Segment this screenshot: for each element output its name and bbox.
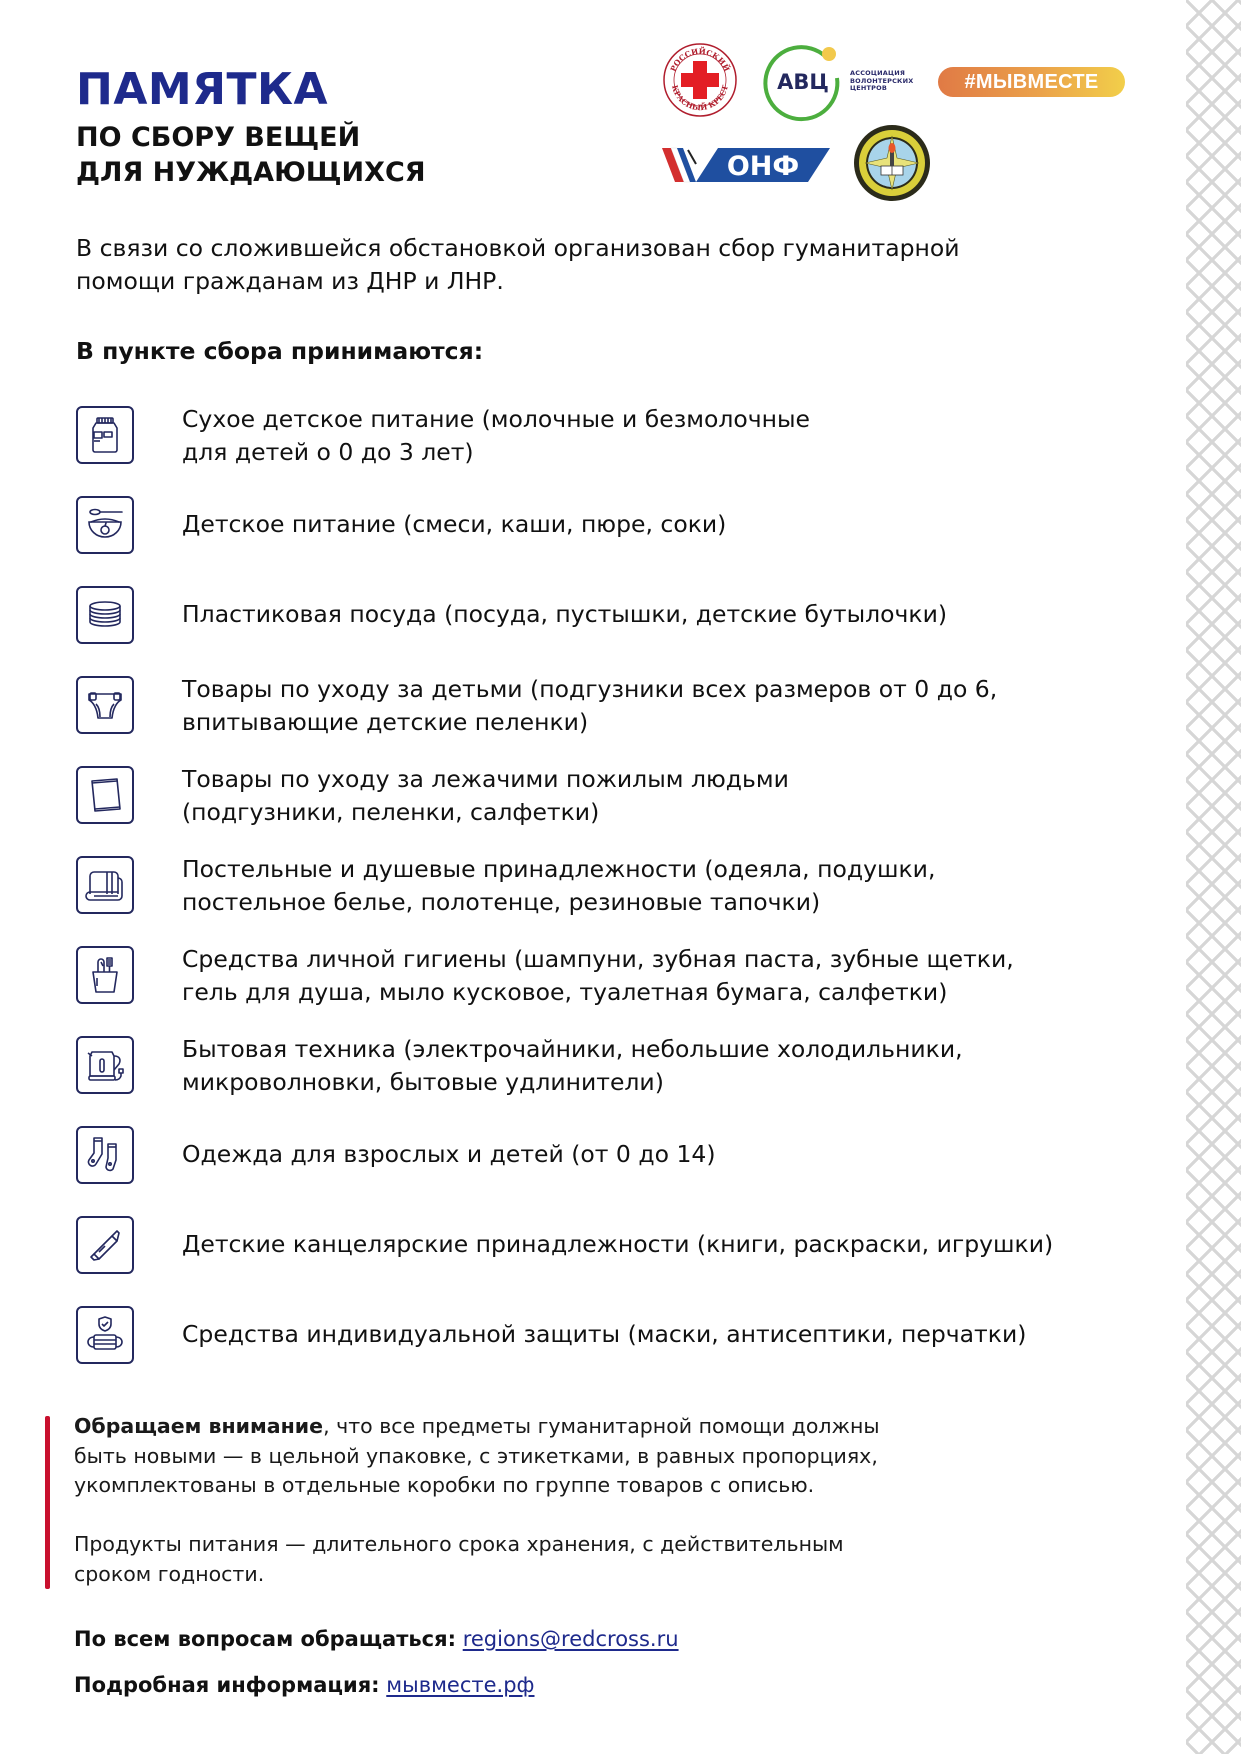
website-link[interactable]: мывместе.рф — [386, 1673, 535, 1697]
bowl-spoon-icon — [76, 496, 134, 554]
item-text — [182, 943, 1014, 1009]
notice-line: укомплектованы в отдельные коробки по группе товаров с описью. — [74, 1473, 815, 1497]
list-item — [76, 496, 1176, 556]
contact-questions-label: По всем вопросам обращаться: — [74, 1627, 457, 1651]
item-text — [182, 1228, 1053, 1261]
item-line: Детское питание (смеси, каши, пюре, соки) — [182, 510, 727, 538]
item-text — [182, 1138, 716, 1171]
contact-info-label: Подробная информация: — [74, 1673, 380, 1697]
marker-icon — [76, 1216, 134, 1274]
item-text — [182, 508, 726, 541]
item-line: для детей о 0 до 3 лет) — [182, 438, 474, 466]
item-line: Товары по уходу за лежачими пожилым людьми — [182, 765, 789, 793]
notice-line: сроком годности. — [74, 1561, 265, 1586]
notice-line: быть новыми — в цельной упаковке, с этикетками, в равных пропорциях, — [74, 1443, 878, 1468]
intro-paragraph — [76, 232, 1076, 298]
list-item — [76, 946, 1176, 1006]
red-cross-ring-top: РОССИЙСКИЙ — [668, 46, 732, 73]
list-item — [76, 856, 1176, 916]
red-cross-ring-bottom: КРАСНЫЙ КРЕСТ — [670, 84, 730, 113]
list-item — [76, 1216, 1176, 1276]
list-item — [76, 586, 1176, 646]
intro-line: В связи со сложившейся обстановкой организован сбор гуманитарной — [76, 234, 960, 262]
item-text — [182, 763, 789, 829]
subtitle-line: ДЛЯ НУЖДАЮЩИХСЯ — [76, 157, 426, 188]
page-title: ПАМЯТКА — [76, 64, 329, 115]
toothbrush-cup-icon — [76, 946, 134, 1004]
list-item — [76, 1126, 1176, 1186]
avc-caption — [850, 70, 913, 93]
item-text — [182, 403, 810, 469]
item-line: микроволновки, бытовые удлинители) — [182, 1068, 664, 1096]
item-line: Средства индивидуальной защиты (маски, антисептики, перчатки) — [182, 1320, 1027, 1348]
item-text — [182, 673, 997, 739]
jar-icon — [76, 406, 134, 464]
diaper-icon — [76, 676, 134, 734]
avc-abbr: АВЦ — [777, 70, 829, 94]
notice-line: , что все предметы гуманитарной помощи должны — [323, 1414, 880, 1438]
notice-block — [74, 1412, 1074, 1589]
list-item — [76, 766, 1176, 826]
list-item — [76, 1036, 1176, 1096]
mask-shield-icon — [76, 1306, 134, 1364]
item-line: Детские канцелярские принадлежности (книги, раскраски, игрушки) — [182, 1230, 1054, 1258]
item-line: Товары по уходу за детьми (подгузники всех размеров от 0 до 6, — [182, 675, 998, 703]
item-line: Пластиковая посуда (посуда, пустышки, детские бутылочки) — [182, 600, 948, 628]
item-line: постельное белье, полотенце, резиновые тапочки) — [182, 888, 821, 916]
avc-logo — [763, 42, 843, 122]
towel-icon — [76, 856, 134, 914]
item-line: (подгузники, пеленки, салфетки) — [182, 798, 600, 826]
list-item — [76, 1306, 1176, 1366]
item-text — [182, 1033, 963, 1099]
list-item — [76, 676, 1176, 736]
list-item — [76, 406, 1176, 466]
contact-questions — [74, 1625, 679, 1653]
decorative-pattern — [1186, 0, 1241, 1754]
item-text — [182, 598, 947, 631]
item-line: впитывающие детские пеленки) — [182, 708, 589, 736]
item-line: Постельные и душевые принадлежности (одеяла, подушки, — [182, 855, 936, 883]
plates-stack-icon — [76, 586, 134, 644]
subtitle-line: ПО СБОРУ ВЕЩЕЙ — [76, 122, 361, 153]
notice-paragraph-1 — [74, 1412, 1074, 1501]
intro-line: помощи гражданам из ДНР и ЛНР. — [76, 267, 504, 295]
notice-line: Продукты питания — длительного срока хранения, с действительным — [74, 1532, 844, 1556]
item-text — [182, 1318, 1026, 1351]
email-link[interactable]: regions@redcross.ru — [462, 1627, 679, 1651]
contact-info — [74, 1671, 535, 1699]
item-line: Бытовая техника (электрочайники, небольшие холодильники, — [182, 1035, 963, 1063]
avc-caption-line: АССОЦИАЦИЯ — [850, 69, 906, 77]
item-line: гель для душа, мыло кусковое, туалетная бумага, салфетки) — [182, 978, 948, 1006]
page-subtitle — [76, 120, 426, 190]
item-line: Одежда для взрослых и детей (от 0 до 14) — [182, 1140, 716, 1168]
pad-icon — [76, 766, 134, 824]
notice-paragraph-2 — [74, 1530, 1074, 1589]
list-header: В пункте сбора принимаются: — [76, 337, 484, 365]
notice-accent-bar — [45, 1416, 50, 1589]
notice-bold-lead: Обращаем внимание — [74, 1414, 324, 1438]
red-cross-logo — [662, 42, 738, 118]
avc-caption-line: ЦЕНТРОВ — [850, 84, 887, 92]
hashtag-badge: #МЫВМЕСТЕ — [938, 67, 1125, 97]
onf-logo — [662, 144, 834, 186]
kettle-icon — [76, 1036, 134, 1094]
student-emblem-logo — [853, 124, 931, 202]
item-line: Средства личной гигиены (шампуни, зубная паста, зубные щетки, — [182, 945, 1014, 973]
item-line: Сухое детское питание (молочные и безмолочные — [182, 405, 810, 433]
onf-text: ОНФ — [726, 151, 800, 182]
socks-icon — [76, 1126, 134, 1184]
item-text — [182, 853, 935, 919]
avc-caption-line: ВОЛОНТЕРСКИХ — [850, 76, 914, 85]
